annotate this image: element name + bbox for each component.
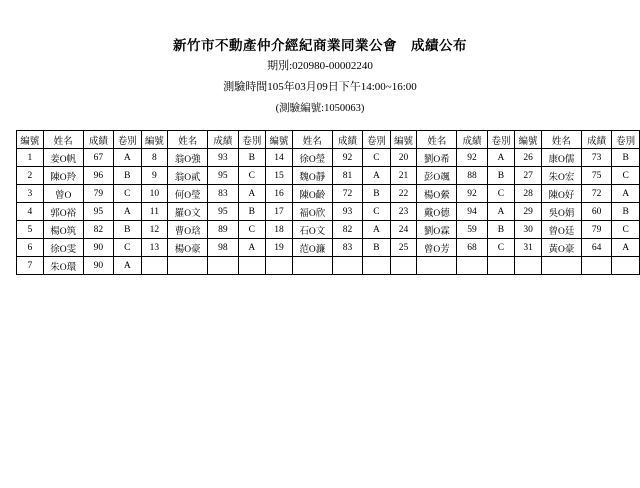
cell-type: B [612, 203, 640, 221]
cell-no: 17 [266, 203, 293, 221]
cell-score: 94 [457, 203, 487, 221]
col-header-no-4: 編號 [390, 131, 417, 149]
cell-type: C [612, 167, 640, 185]
cell-empty [515, 257, 542, 275]
table-row [17, 257, 640, 275]
table-header-row [17, 131, 640, 149]
cell-empty [238, 257, 266, 275]
cell-score: 72 [581, 185, 611, 203]
cell-score: 89 [208, 221, 238, 239]
cell-empty [292, 257, 332, 275]
cell-type: B [238, 149, 266, 167]
cell-no: 7 [17, 257, 44, 275]
scores-table-body [17, 149, 640, 275]
cell-name: 福O欣 [292, 203, 332, 221]
col-header-name-4: 姓名 [417, 131, 457, 149]
table-row [17, 239, 640, 257]
cell-score: 82 [83, 221, 113, 239]
cell-no: 3 [17, 185, 44, 203]
cell-no: 19 [266, 239, 293, 257]
cell-type: A [114, 149, 142, 167]
col-header-name-3: 姓名 [292, 131, 332, 149]
cell-score: 92 [457, 149, 487, 167]
page-title-main: 新竹市不動產仲介經紀商業同業公會 [173, 38, 397, 53]
cell-no: 18 [266, 221, 293, 239]
cell-score: 96 [83, 167, 113, 185]
cell-type: B [487, 167, 515, 185]
cell-empty [417, 257, 457, 275]
cell-type: A [612, 239, 640, 257]
cell-score: 72 [332, 185, 362, 203]
cell-empty [541, 257, 581, 275]
cell-name: 楊O筑 [43, 221, 83, 239]
cell-type: C [612, 221, 640, 239]
col-header-no-2: 編號 [141, 131, 168, 149]
cell-no: 10 [141, 185, 168, 203]
cell-name: 陳O羚 [43, 167, 83, 185]
col-header-score-1: 成績 [83, 131, 113, 149]
cell-empty [363, 257, 391, 275]
cell-no: 9 [141, 167, 168, 185]
cell-type: A [363, 167, 391, 185]
col-header-score-4: 成績 [457, 131, 487, 149]
cell-no: 21 [390, 167, 417, 185]
cell-no: 31 [515, 239, 542, 257]
cell-type: C [114, 185, 142, 203]
cell-no: 27 [515, 167, 542, 185]
cell-no: 8 [141, 149, 168, 167]
cell-empty [457, 257, 487, 275]
cell-type: C [487, 185, 515, 203]
cell-name: 徐O瑩 [292, 149, 332, 167]
cell-no: 23 [390, 203, 417, 221]
cell-name: 何O瑩 [168, 185, 208, 203]
cell-type: A [114, 203, 142, 221]
table-row [17, 203, 640, 221]
cell-name: 翁O貳 [168, 167, 208, 185]
cell-score: 90 [83, 239, 113, 257]
cell-empty [487, 257, 515, 275]
page-title [0, 36, 640, 56]
cell-empty [168, 257, 208, 275]
cell-name: 羅O文 [168, 203, 208, 221]
col-header-type-2: 卷別 [238, 131, 266, 149]
cell-type: A [487, 149, 515, 167]
cell-type: C [487, 239, 515, 257]
cell-empty [141, 257, 168, 275]
table-row [17, 149, 640, 167]
cell-empty [581, 257, 611, 275]
cell-type: A [363, 221, 391, 239]
cell-score: 67 [83, 149, 113, 167]
cell-score: 59 [457, 221, 487, 239]
cell-type: A [238, 239, 266, 257]
cell-name: 朱O環 [43, 257, 83, 275]
cell-score: 83 [332, 239, 362, 257]
cell-no: 2 [17, 167, 44, 185]
cell-score: 73 [581, 149, 611, 167]
col-header-type-3: 卷別 [363, 131, 391, 149]
document-header [0, 36, 640, 120]
cell-no: 30 [515, 221, 542, 239]
cell-no: 28 [515, 185, 542, 203]
cell-name: 姜O帆 [43, 149, 83, 167]
cell-no: 25 [390, 239, 417, 257]
cell-no: 14 [266, 149, 293, 167]
cell-empty [332, 257, 362, 275]
cell-empty [612, 257, 640, 275]
cell-name: 吳O娟 [541, 203, 581, 221]
period-line: 期別:020980-00002240 [267, 60, 373, 73]
exam-number-line: (測驗編號:1050063) [275, 103, 365, 115]
cell-name: 朱O宏 [541, 167, 581, 185]
page-title-suffix: 成績公布 [411, 38, 467, 53]
table-row [17, 185, 640, 203]
cell-name: 劉O霖 [417, 221, 457, 239]
cell-score: 82 [332, 221, 362, 239]
cell-type: A [487, 203, 515, 221]
cell-score: 90 [83, 257, 113, 275]
cell-score: 68 [457, 239, 487, 257]
cell-score: 95 [83, 203, 113, 221]
cell-name: 康O儒 [541, 149, 581, 167]
cell-score: 60 [581, 203, 611, 221]
col-header-name-2: 姓名 [168, 131, 208, 149]
cell-name: 曹O琀 [168, 221, 208, 239]
cell-no: 15 [266, 167, 293, 185]
cell-no: 24 [390, 221, 417, 239]
cell-no: 20 [390, 149, 417, 167]
cell-score: 81 [332, 167, 362, 185]
cell-type: A [114, 257, 142, 275]
cell-type: B [487, 221, 515, 239]
cell-score: 75 [581, 167, 611, 185]
cell-name: 范O濂 [292, 239, 332, 257]
table-row [17, 167, 640, 185]
cell-no: 11 [141, 203, 168, 221]
document-page [0, 36, 640, 488]
cell-name: 彭O颯 [417, 167, 457, 185]
cell-name: 劉O希 [417, 149, 457, 167]
cell-no: 22 [390, 185, 417, 203]
cell-no: 29 [515, 203, 542, 221]
col-header-name-1: 姓名 [43, 131, 83, 149]
cell-score: 93 [332, 203, 362, 221]
cell-score: 93 [208, 149, 238, 167]
cell-name: 曾O廷 [541, 221, 581, 239]
cell-name: 曾O [43, 185, 83, 203]
cell-no: 4 [17, 203, 44, 221]
cell-type: B [114, 167, 142, 185]
cell-type: B [114, 221, 142, 239]
cell-name: 郭O裕 [43, 203, 83, 221]
cell-type: B [363, 185, 391, 203]
cell-empty [266, 257, 293, 275]
col-header-type-5: 卷別 [612, 131, 640, 149]
cell-score: 79 [83, 185, 113, 203]
col-header-type-4: 卷別 [487, 131, 515, 149]
cell-no: 5 [17, 221, 44, 239]
cell-name: 陳O好 [541, 185, 581, 203]
cell-type: C [238, 167, 266, 185]
col-header-score-5: 成績 [581, 131, 611, 149]
cell-no: 13 [141, 239, 168, 257]
cell-no: 12 [141, 221, 168, 239]
col-header-no-3: 編號 [266, 131, 293, 149]
col-header-no-1: 編號 [17, 131, 44, 149]
cell-no: 16 [266, 185, 293, 203]
cell-empty [390, 257, 417, 275]
cell-name: 石O文 [292, 221, 332, 239]
scores-table-head [17, 131, 640, 149]
cell-type: A [238, 185, 266, 203]
scores-table [16, 130, 640, 275]
cell-type: C [114, 239, 142, 257]
cell-score: 83 [208, 185, 238, 203]
cell-type: A [612, 185, 640, 203]
cell-name: 楊O豪 [168, 239, 208, 257]
cell-score: 88 [457, 167, 487, 185]
cell-score: 95 [208, 167, 238, 185]
cell-name: 楊O縈 [417, 185, 457, 203]
cell-score: 79 [581, 221, 611, 239]
cell-no: 6 [17, 239, 44, 257]
cell-no: 26 [515, 149, 542, 167]
cell-name: 黃O豪 [541, 239, 581, 257]
cell-name: 翁O強 [168, 149, 208, 167]
cell-no: 1 [17, 149, 44, 167]
cell-type: B [612, 149, 640, 167]
cell-type: C [363, 203, 391, 221]
cell-type: C [238, 221, 266, 239]
col-header-score-2: 成績 [208, 131, 238, 149]
cell-score: 92 [332, 149, 362, 167]
cell-name: 陳O齡 [292, 185, 332, 203]
cell-name: 戴O德 [417, 203, 457, 221]
exam-time-line: 測驗時間105年03月09日下午14:00~16:00 [223, 81, 417, 94]
cell-score: 95 [208, 203, 238, 221]
cell-name: 魏O靜 [292, 167, 332, 185]
col-header-type-1: 卷別 [114, 131, 142, 149]
table-row [17, 221, 640, 239]
cell-type: C [363, 149, 391, 167]
col-header-score-3: 成績 [332, 131, 362, 149]
cell-score: 92 [457, 185, 487, 203]
cell-name: 曾O芳 [417, 239, 457, 257]
col-header-no-5: 編號 [515, 131, 542, 149]
cell-type: B [238, 203, 266, 221]
cell-empty [208, 257, 238, 275]
scores-table-wrapper [0, 130, 640, 275]
cell-type: B [363, 239, 391, 257]
cell-name: 徐O雯 [43, 239, 83, 257]
cell-score: 98 [208, 239, 238, 257]
cell-score: 64 [581, 239, 611, 257]
col-header-name-5: 姓名 [541, 131, 581, 149]
